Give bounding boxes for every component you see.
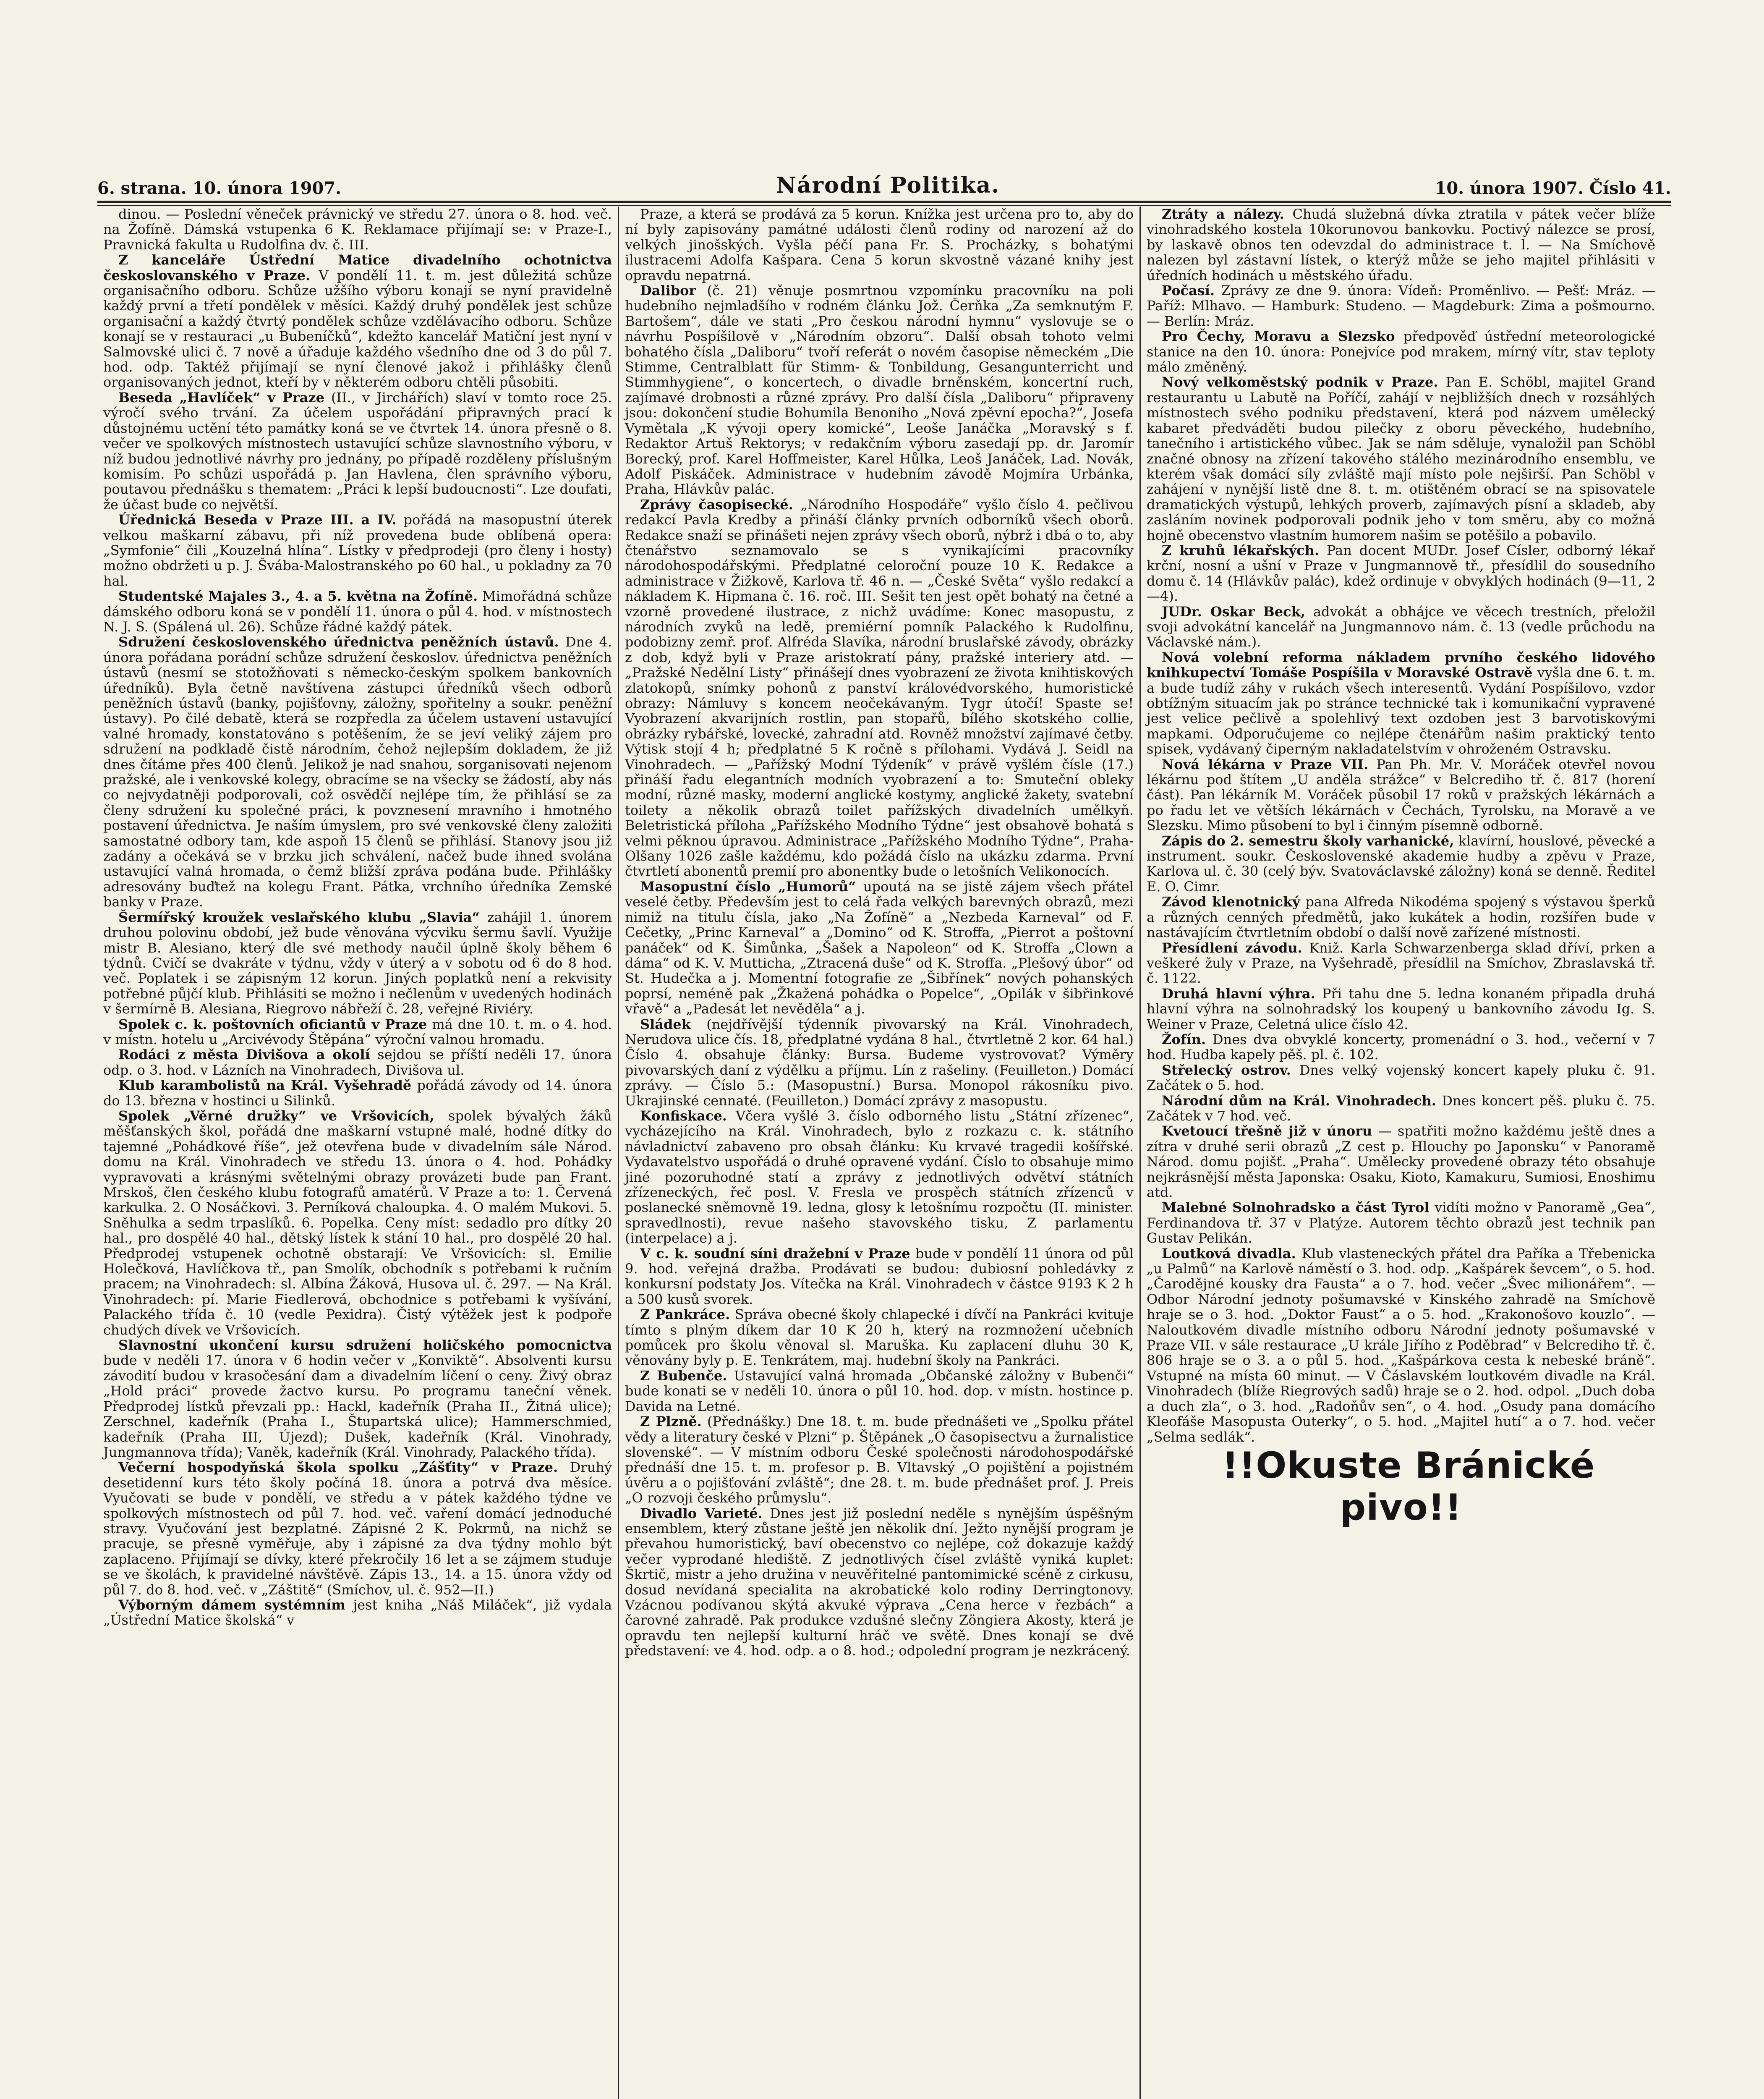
article-text: Ustavující valná hromada „Občanské záložny v Bubenči“ bude konati se v neděli 10. února o půl 10. hod. dop. v místn. hostince p. Davida na Letné. (625, 1367, 1134, 1414)
article-paragraph (1147, 833, 1655, 895)
article-paragraph (625, 1506, 1134, 1659)
article-heading: Nový velkoměstský podnik v Praze. (1162, 374, 1438, 390)
article-paragraph (1147, 940, 1655, 986)
article-paragraph (1147, 757, 1655, 833)
article-text: Zprávy ze dne 9. února: Vídeň: Proměnlivo. — Pešť: Mráz. — Paříž: Mlhavo. — Hamburk: Studeno. — Magdeburk: Zima a pošmourno. — Berlín: Mráz. (1147, 283, 1656, 329)
article-paragraph (103, 910, 612, 1017)
article-text: Dnes koncert pěš. pluku č. 75. Začátek v 7 hod. več. (1147, 1092, 1656, 1124)
article-heading: Malebné Solnohradsko a část Tyrol (1162, 1199, 1429, 1216)
article-text: předpověď ústřední meteorologické stanice na den 10. února: Ponejvíce pod mrakem, mírný vítr, stav teploty málo změněný. (1147, 328, 1656, 375)
article-paragraph (1147, 986, 1655, 1032)
article-text: „Národního Hospodáře“ vyšlo číslo 4. pečlivou redakcí Pavla Kredby a přináší články prvních odborníků všech oborů. Redakce snaží se přinášeti nejen zprávy všech oborů, nýbrž i dbá o to, aby čtenářstvo seznamovalo se s vynikajícími pracovníky národohospodářskými. Předplatné celoroční pouze 10 K. Redakce a administrace v Žižkově, Karlova tř. 46 n. — „České Světa“ vyšlo redakcí a nákladem K. Hipmana č. 16. roč. III. Sešit ten jest opět bohatý na četné a vzorně provedené ilustrace, z nichž uvádíme: Konec masopustu, z národních zvyků na ledě, premiérní pomník Palackého k Rudolfinu, podobizny zemř. prof. Alfréda Slavíka, národní bruslařské závody, obrázky z dob, když byli v Praze aristokratí pány, pražské interiery atd. — „Pražské Nedělní Listy“ přinášejí dnes vyobrazení ze života knihtiskových zlatokopů, snímky pohonů z panství královédvorského, humoristické obrazy: Námluvy s koncem neočekávaným. Tygr útočí! Spaste se! Vyobrazení akvarijních rostlin, pan stopařů, bílého skotského collie, obrázky rybářské, lovecké, zahradní atd. Rovněž množství zajímavé četby. Výtisk stojí 4 h; předplatné 5 K ročně s přílohami. Vydává J. Seidl na Vinohradech. — „Pařížský Modní Týdeník“ v právě vyšlém čísle (17.) přináší řadu elegantních modních vyobrazení a to: Smuteční obleky modní, různé masky, moderní anglické kostymy, anglické žakety, svatební toilety a několik obrazů toilet pařížských divadelních umělkyň. Beletristická příloha „Pařížského Modního Týdne“ jest obsahově bohatá s velmi pěknou úpravou. Administrace „Pařížského Modního Týdne“, Praha-Olšany 1026 zašle každému, kdo požádá číslo na ukázku zdarma. První čtvrtletí abonentů premií pro abonentky bude o letošních Velikonocích. (625, 496, 1134, 879)
article-heading: Sládek (640, 1016, 691, 1032)
article-text: pana Alfreda Nikodéma spojený s výstavou šperků a různých cenných předmětů, jako kukátek a hodin, rozšířen bude v nastávajícím čtvrtletním období o další nově zařízené místnosti. (1147, 894, 1656, 941)
article-text: — spatřiti možno každému ještě dnes a zítra v druhé serii obrazů „Z cest p. Hlouchy po Japonsku“ v Panoramě Národ. domu pojišť. „Praha“. Umělecky provedené obrazy této obsahuje nejkrásnější města Japonska: Osaku, Kioto, Kamakuru, Sumiosi, Enoshimu atd. (1147, 1123, 1656, 1200)
article-text: (č. 21) věnuje posmrtnou vzpomínku pracovníku na poli hudebního nejmladšího v rodném článku Jož. Čerňka „Za semknutým F. Bartošem“, dále ve stati „Pro českou národní hymnu“ vyslovuje se o návrhu Pospíšilově v „Národním obzoru“. Další obsah tohoto velmi bohatého čísla „Daliboru“ tvoří referát o novém časopise německém „Die Stimme, Centralblatt für Stimm- & Tonbildung, Gesangunterricht und Stimmhygiene“, o koncertech, o divadle brněnském, koncertní ruch, zajímavé drobnosti a různé zprávy. Pro další čísla „Daliboru“ připraveny jsou: dokončení studie Bohumila Benoniho „Nová zpěvní epocha?“, Josefa Vymětala „K vývoji opery komické“, Leoše Janáčka „Moravský s f. Redaktor Artuš Rektorys; v redakčním výboru zasedají pp. dr. Jaromír Borecký, prof. Karel Hoffmeister, Karel Hůlka, Leoš Janáček, Lad. Novák, Adolf Piskáček. Administrace v hudebním závodě Mojmíra Urbánka, Praha, Hlávkův palác. (625, 283, 1134, 497)
article-heading: Loutková divadla. (1162, 1245, 1296, 1261)
article-heading: Výborným dámem systémním (118, 1596, 346, 1613)
column-3 (1141, 207, 1661, 2099)
article-paragraph (1147, 374, 1655, 542)
header-right: 10. února 1907. Číslo 41. (1435, 178, 1671, 198)
article-text: Při tahu dne 5. ledna konaném připadla druhá hlavní výhra na solnohradský los koupený u bankovního závodu Ig. S. Weiner v Praze, Celetná ulice číslo 42. (1147, 985, 1656, 1032)
article-text: Pan docent MUDr. Josef Císler, odborný lékař krční, nosní a ušní v Praze v Jungmannově tř., přesídlil do sousedního domu č. 14 (Hlávkův palác), kdež ordinuje v obvyklých hodinách (9—11, 2—4). (1147, 542, 1656, 605)
page-header (97, 173, 1671, 198)
article-text: Pan Ph. Mr. V. Moráček otevřel novou lékárnu pod štítem „U anděla strážce“ v Belcrediho tř. č. 817 (horení část). Pan lékárník M. Voráček působil 17 roků v pražských lékárnách a po řadu let ve větších lékárnách v Čechách, Tyrolsku, na Moravě a ve Slezsku. Mimo působení to byl i činným písemně odborně. (1147, 756, 1656, 834)
article-text: klavírní, houslové, pěvecké a instrument. soukr. Československé akademie hudby a zpěvu v Praze, Karlova ul. č. 30 (celý býv. Svatováclavské záložny) koná se denně. Ředitel E. O. Cimr. (1147, 832, 1656, 895)
article-paragraph (1147, 1123, 1655, 1200)
article-text: pořádá na masopustní úterek velkou maškarní zábavu, při níž provedena bude oblíbená opera: „Symfonie“ čili „Kouzelná hlína“. Lístky v předprodeji (pro členy i hosty) možno obdržeti u p. J. Švába-Malostranského po 60 hal., u pokladny za 70 hal. (103, 512, 612, 589)
article-paragraph (103, 252, 612, 390)
column-1 (97, 207, 618, 2099)
article-heading: Klub karambolistů na Král. Vyšehradě (118, 1077, 412, 1094)
article-heading: Z Pankráce. (640, 1306, 730, 1323)
article-paragraph (103, 1337, 612, 1460)
article-paragraph (103, 634, 612, 909)
article-paragraph (625, 1246, 1134, 1307)
article-paragraph (625, 1017, 1134, 1108)
article-heading: Zápis do 2. semestru školy varhanické, (1162, 832, 1454, 849)
article-paragraph (625, 1368, 1134, 1414)
article-text: Kniž. Karla Schwarzenberga sklad dříví, prken a veškeré žuly v Praze, na Vyšehradě, přesídlil na Smíchov, Zbraslavská tř. č. 1122. (1147, 940, 1656, 987)
article-text: Chudá služebná dívka ztratila v pátek večer blíže vinohradského kostela 10korunovou bankovku. Poctivý nálezce se prosí, by laskavě obnos ten odevzdal do administrace t. l. — Na Smíchově nalezen byl zástavní lístek, o kterýž může se jeho majitel přihlásiti v úředních hodinách u městského úřadu. (1147, 207, 1656, 283)
article-text: Dnes velký vojenský koncert kapely pluku č. 91. Začátek o 5. hod. (1147, 1062, 1656, 1094)
article-paragraph (103, 589, 612, 634)
article-text: vyšla dne 6. t. m. a bude tudíž záhy v rukách všech interesentů. Vydání Pospíšilovo, vzdor obtížným situacím jak po stránce technické tak i komunikační vypravené jest velice pečlivě a spolehlivý text ozdoben jest 3 barvotiskovými mapkami. Odporučujeme co nejlépe čtenářům našim praktický tento spisek, vydávaný čiperným nakladatelstvím v ohroženém Ostravsku. (1147, 665, 1656, 757)
article-heading: Počasí. (1162, 283, 1215, 299)
article-heading: Nová volební reforma nákladem prvního českého lidového knihkupectví Tomáše Pospíšila v Moravské Ostravě (1147, 649, 1655, 681)
article-heading: Závod klenotnický (1162, 894, 1300, 910)
article-heading: Rodáci z města Divišova a okolí (118, 1047, 370, 1063)
article-heading: Druhá hlavní výhra. (1162, 985, 1315, 1002)
article-text: dinou. — Poslední věneček právnický ve středu 27. února o 8. hod. več. na Žofíně. Dámská vstupenka 6 K. Reklamace přijímají se: v Praze-I., Pravnická fakulta u Rudolfina dv. č. III. (103, 207, 612, 253)
article-heading: Sdružení československého úřednictva peněžních ústavů. (118, 634, 559, 650)
article-heading: Konfiskace. (640, 1107, 727, 1124)
article-heading: Z Bubenče. (640, 1367, 727, 1384)
article-heading: Kvetoucí třešně již v únoru (1162, 1123, 1372, 1139)
article-heading: Národní dům na Král. Vinohradech. (1162, 1092, 1436, 1109)
article-paragraph (1147, 650, 1655, 757)
article-heading: Úřednická Beseda v Praze III. a IV. (118, 512, 397, 528)
article-paragraph (103, 390, 612, 512)
article-text: (Přednášky.) Dne 18. t. m. bude přednášeti ve „Spolku přátel vědy a literatury české v Plzni“ p. Štěpánek „O časopisectvu a žurnalistice slovenské“. — V místním odboru České společnosti národohospodářské přednáší dne 15. t. m. profesor p. B. Vltavský „O pojištění a pojistném úvěru a o pojišťování zvláště“; dne 28. t. m. bude přednášet prof. J. Preis „O rozvoji českého průmyslu“. (625, 1413, 1134, 1506)
article-paragraph (625, 497, 1134, 879)
masthead-title: Národní Politika. (776, 173, 1000, 198)
article-text: Dnes dva obvyklé koncerty, promenádní o 3. hod., večerní v 7 hod. Hudba kapely pěš. pl. č. 102. (1147, 1031, 1656, 1063)
columns (97, 207, 1671, 2099)
article-text: Včera vyšlé 3. číslo odborného listu „Státní zřízenec“, vycházejícího na Král. Vinohradech, bylo z rozkazu c. k. státního návladnictví zabaveno pro obsah článku: Ku krvavé tragedii košířské. Vydavatelstvo uspořádá o druhé opravené vydání. Číslo to obsahuje mimo jiné pozoruhodné statí a zprávy z jednotlivých odvětví státních zřízeneckých, řeč posl. V. Fresla ve prospěch státních zřízenců v poslanecké sněmovně 19. ledna, glosy k letošnímu rozpočtu (II. minister. spravedlnosti), revue našeho stavovského tisku, Z parlamentu (interpelace) a j. (625, 1107, 1134, 1246)
article-paragraph (1147, 207, 1655, 283)
article-paragraph (1147, 604, 1655, 650)
article-heading: JUDr. Oskar Beck, (1162, 603, 1305, 620)
article-text: Správa obecné školy chlapecké i dívčí na Pankráci kvituje tímto s plným díkem dar 10 K 20 h, který na rozmnožení učebních pomůcek pro školu věnoval sl. Maruška. Ku zaplacení dluhu 30 K, věnovány byly p. E. Tenkrátem, maj. hudební školy na Pankráci. (625, 1306, 1134, 1369)
article-paragraph (1147, 1246, 1655, 1445)
article-heading: Divadlo Varieté. (640, 1505, 763, 1521)
article-text: Klub vlasteneckých přátel dra Paříka a Třebenicka „u Palmů“ na Karlově náměstí o 3. hod. odp. „Kašpárek ševcem“, o 5. hod. „Čarodějné kousky dra Fausta“ a o 7. hod. večer „Švec milionářem“. — Odbor Národní jednoty pošumavské v Kinského zahradě na Smíchově hraje se o 3. hod. „Doktor Faust“ a o 5. hod. „Krakonošovo kouzlo“. — Naloutkovém divadle místního odboru Národní jednoty pošumavské v Praze VII. v sále restaurace „U krále Jiřího z Poděbrad“ v Belcrediho tř. č. 806 hraje se o 3. a o půl 5. hod. „Kašpárkova cesta k nebeské bráně“. Vstupné na místa 60 minut. — V Čáslavském loutkovém divadle na Král. Vinohradech (blíže Riegrových sadů) hraje se o 2. hod. odpol. „Duch doba a duch zla“, o 3. hod. „Radoňův sen“, o 4. hod. „Osudy pana domácího Kleofáše Masopusta Outerky“, o 5. hod. „Majitel hutí“ a o 7. hod. večer „Selma sedlák“. (1147, 1245, 1656, 1445)
article-text: advokát a obhájce ve věcech trestních, přeložil svoji advokátní kancelář na Jungmannovo nám. č. 13 (vedle průchodu na Václavské nám.). (1147, 603, 1656, 650)
article-heading: Spolek „Věrné družky“ ve Vršovicích, (118, 1107, 434, 1124)
article-text: vidíti možno v Panoramě „Gea“, Ferdinandova tř. 37 v Platýze. Autorem těchto obrazů jest technik pan Gustav Pelikán. (1147, 1199, 1656, 1246)
article-heading: Žofín. (1162, 1031, 1206, 1047)
article-heading: Přesídlení závodu. (1162, 940, 1302, 956)
article-heading: Z Plzně. (640, 1413, 702, 1430)
article-heading: Z kruhů lékařských. (1162, 542, 1320, 558)
article-text: Pan E. Schöbl, majitel Grand restaurantu u Labutě na Poříčí, zahájí v nejbližších dnech v rozsáhlých místnostech svého podniku představení, která pod názvem umělecký kabaret předváděti budou pilečky z oboru pěveckého, hudebního, tanečního i artistického vůbec. Jak se nám sděluje, vynaložil pan Schöbl značné obnosy na zřízení takového stálého mezinárodního ensemblu, ve kterém však domácí síly zvláště mají místo pole nejširší. Pan Schöbl v zahájení v nynější listě dne 8. t. m. otištěném obrací se na spisovatele dramatických výstupů, lehkých proverb, zajímavých písní a skladeb, aby zasláním novinek podporovali podnik jeho v tom směru, aby co možná hojně obecenstvo vlastním humorem našim se potěšilo a pobavilo. (1147, 374, 1656, 543)
article-paragraph (1147, 1063, 1655, 1093)
article-text: má dne 10. t. m. o 4. hod. v místn. hotelu u „Arcivévody Štěpána“ výroční valnou hromadu. (103, 1016, 612, 1047)
article-paragraph (103, 512, 612, 589)
article-text: upoutá na se jistě zájem všech přátel veselé četby. Především jest to celá řada velkých barevných obrazů, mezi nimiž na titulu čísla, jako „Na Žofíně“ a „Nezbeda Karneval“ od F. Cečetky, „Princ Karneval“ a „Domino“ od K. Stroffa, „Pierrot a poštovní panáček“ od K. Šimůnka, „Šašek a Napoleon“ od K. Stroffa „Clown a dáma“ od K. V. Mutticha, „Ztracená duše“ od K. Stroffa. „Plešový úbor“ od St. Hudečka a j. Momentní fotografie ze „Šibřínek“ nových pohanských poprsí, neméně pak „Žkažená pohádka o Popelce“, „Opilák v šibřinkové vřavě“ a „Padesát let nevěděla“ a j. (625, 878, 1134, 1017)
article-text: spolek bývalých žáků měšťanských škol, pořádá dne maškarní vstupné malé, hodné dítky do tajemné „Pohádkové říše“, jež otevřena bude v divadelním sále Národ. domu na Král. Vinohradech ve středu 13. února o 4. hod. Pohádky vypravovati a krásnými světelnými obrazy provázeti bude pan Frant. Mrskoš, člen českého klubu fotografů amatérů. V Praze a to: 1. Červená karkulka. 2. O Nosáčkovi. 3. Perníková chaloupka. 4. O malém Mukovi. 5. Sněhulka a sedm trpaslíků. 6. Popelka. Ceny míst: sedadlo pro dítky 20 hal., pro dospělé 40 hal., dětský lístek k stání 10 hal., pro dospělé 20 hal. Předprodej vstupenek ochotně obstarají: Ve Vršovicích: sl. Emilie Holečková, Havlíčkova tř., pan Smolík, obchodník s potřebami k ručním pracem; na Vinohradech: sl. Albína Žáková, Husova ul. č. 297. — Na Král. Vinohradech: pí. Marie Fiedlerová, obchodnice s potřebami k vyšívání, Palackého třída č. 10 (vedle Pexidra). Čistý výtěžek jest k podpoře chudých dívek ve Vršovicích. (103, 1107, 612, 1338)
article-heading: Studentské Majales 3., 4. a 5. května na Žofíně. (118, 588, 478, 605)
article-text: Dnes jest již poslední neděle s nynějším úspěšným ensemblem, který zůstane ještě jen několik dní. Ježto nynější program je převahou humoristický, baví obecenstvo co nejlépe, což dokazuje každý večer vyprodané hlediště. Z jednotlivých čísel zvláště vyniká kuplet: Škrtič, mistr a jeho družina v neuvěřitelné pantomimické scéně z cirkusu, dosud nevídaná specialita na akrobatické kolo rodiny Derringtonovy. Vzácnou podívanou skýtá akvuké výprava „Cena herce v řezbách“ a čarovné zahradě. Pak produkce vzdušné slečny Zöngiera Akosty, která je opravdu ten nejlepší kulturní hráč ve světě. Dnes konají se dvě představení: ve 4. hod. odp. a o 8. hod.; odpolední program je nezkrácený. (625, 1505, 1134, 1659)
article-heading: Ztráty a nálezy. (1162, 207, 1284, 222)
article-heading: Večerní hospodyňská škola spolku „Zášťity“ v Praze. (118, 1459, 558, 1476)
article-text: sejdou se příští neděli 17. února odp. o 3. hod. v Lázních na Vinohradech, Divišova ul. (103, 1047, 612, 1078)
article-heading: Slavnostní ukončení kursu sdružení holičského pomocnictva (118, 1337, 612, 1353)
article-text: V pondělí 11. t. m. jest důležitá schůze organisačního odboru. Schůze užšího výboru konají se nyní pravidelně každý první a třetí pondělek v měsíci. Každý druhý pondělek jest schůze organisační a každý čtvrtý pondělek schůze vzdělávacího odboru. Schůze konají se v restauraci „u Bubeníčků“, kdežto kancelář Matiční jest nyní v Salmovské ulici č. 7 nově a úřaduje každého všedního dne od 3 do půl 7. hod. odp. Taktéž přijímají se nyní členové jakož i přihlášky členů organisovaných jednot, kteří by v některém odboru chtěli působiti. (103, 267, 612, 390)
article-paragraph (1147, 1093, 1655, 1124)
article-paragraph (103, 1597, 612, 1628)
beer-advertisement: !!Okuste Bránické pivo!! (1222, 1444, 1595, 1528)
article-paragraph (103, 1047, 612, 1078)
article-paragraph (625, 207, 1134, 283)
article-text: Praze, a která se prodává za 5 korun. Knížka jest určena pro to, aby do ní byly zapisovány památné události členů rodiny od narození až do velkých jinošských. Vyšla péčí pana Fr. S. Procházky, s bohatými ilustracemi Adolfa Kašpara. Cena 5 korun skvostně vázané knihy jest opravdu nepatrná. (625, 207, 1134, 283)
article-paragraph (1147, 329, 1655, 374)
article-text: pořádá závody od 14. února do 13. března v hostinci u Silinků. (103, 1077, 612, 1109)
article-heading: Beseda „Havlíček“ v Praze (118, 389, 325, 406)
article-text: bude v neděli 17. února v 6 hodin večer v „Konviktě“. Absolventi kursu závodití budou v krasočesání dam a divadelním líčení o ceny. Živý obraz „Hold práci“ provede žactvo kursu. Po programu taneční věnek. Předprodej lístků převzali pp.: Hackl, kadeřník (Praha II., Žitná ulice); Zerschnel, kadeřník (Praha I., Štupartská ulice); Hammerschmied, kadeřník (Praha III, Újezd); Dušek, kadeřník (Král. Vinohrady, Jungmannova třída); Vaněk, kadeřník (Král. Vinohrady, Palackého třída). (103, 1352, 612, 1460)
article-heading: Spolek c. k. poštovních oficiantů v Praze (118, 1016, 427, 1032)
header-rule (97, 201, 1671, 206)
article-paragraph (1147, 283, 1655, 329)
article-text: bude v pondělí 11 února od půl 9. hod. veřejná dražba. Prodávati se budou: dubiosní pohledávky z konkursní podstaty Jos. Vítečka na Král. Vinohradech v částce 9193 K 2 h a 500 kusů svorek. (625, 1245, 1134, 1307)
article-heading: Masopustní číslo „Humorů“ (640, 878, 856, 895)
article-text: Druhý desetidenní kurs této školy počíná 18. února a potrvá dva měsíce. Vyučovati se bude v pondělí, ve středu a v pátek každého týdne ve spolkových místnostech od půl 7. hod. več. vaření domácí jednoduché stravy. Vyučování jest bezplatné. Zápisné 2 K. Pokrmů, na nichž se pracuje, se přesně vyměřuje, aby i zápisné za dva týdny mohlo být zaplaceno. Přijímají se dívky, které překročily 16 let a se zájmem studuje se ve školách, k pravidelné návštěvě. Zápis 13., 14. a 15. února vždy od půl 7. do 8. hod. več. v „Záštitě“ (Smíchov, ul. č. 952—II.) (103, 1459, 612, 1598)
column-2 (619, 207, 1139, 2099)
article-heading: Pro Čechy, Moravu a Slezsko (1162, 328, 1395, 345)
article-text: zahájil 1. únorem druhou polovinu období, jež bude věnována výcviku šermu šavlí. Využije mistr B. Alesiano, který dle své methody naučil úplně školy během 6 týdnů. Cvičí se dvakráte v týdnu, vždy v úterý a v sobotu od 6 do 8 hod. več. Poplatek i se zápisným 12 korun. Jiných poplatků není a rekvisity potřebné půjčí klub. Přihlásiti se možno i nečlenům v uvedených hodinách v šermírně B. Alesiana, Riegrovo nábřeží č. 28, veřejné Riviéry. (103, 909, 612, 1017)
article-heading: Dalibor (640, 283, 696, 299)
article-text: Mimořádná schůze dámského odboru koná se v pondělí 11. února o půl 4. hod. v místnostech N. J. S. (Spálená ul. 26). Schůze řádné každý pátek. (103, 588, 612, 635)
article-heading: Nová lékárna v Praze VII. (1162, 756, 1369, 772)
article-paragraph (625, 879, 1134, 1017)
article-paragraph (625, 1307, 1134, 1368)
article-heading: Z kanceláře Ústřední Matice divadelního ochotnictva českoslovanského v Praze. (103, 252, 612, 283)
article-paragraph (625, 1108, 1134, 1246)
article-paragraph (103, 1017, 612, 1047)
article-heading: Střelecký ostrov. (1162, 1062, 1291, 1078)
article-paragraph (625, 1414, 1134, 1505)
article-heading: Šermířský kroužek veslařského klubu „Slavia“ (118, 909, 480, 925)
article-paragraph (625, 283, 1134, 497)
article-heading: V c. k. soudní síni dražební v Praze (640, 1245, 910, 1261)
header-left: 6. strana. 10. února 1907. (97, 178, 342, 198)
article-paragraph (1147, 543, 1655, 604)
article-text: (II., v Jirchářích) slaví v tomto roce 25. výročí svého trvání. Za účelem uspořádání připravných prací k důstojnému uctění této památky koná se ve čtvrtek 14. února přesně o 8. večer ve spolkových místnostech ustavující schůze slavnostního výboru, v níž budou jednotlivé návrhy pro jednány, po případě rozděleny příslušným komisím. Po schůzi uspořádá p. Jan Havlena, člen správního výboru, poutavou přednášku s thematem: „Práci k lepší budoucnosti“. Lze doufati, že účast bude co největší. (103, 389, 612, 513)
article-paragraph (1147, 894, 1655, 940)
article-text: Dne 4. února pořádana porádní schůze sdružení českoslov. úřednictva peněžních ústavů (nesmí se stotožňovati s německo-českým spolkem bankovních úředníků). Byla četně navštívena zástupci úředníků všech odborů peněžních ústavů (banky, pojišťovny, záložny, spořitelny a soukr. peněžní ústavy). Po čilé debatě, která se rozpředla za účelem ustavení ustavující valné hromady, konstatováno s potěšením, že se jeví veliký zájem pro sdružení na podkladě čistě národním, čehož nejlepším dokladem, že již dnes čítáme přes 400 členů. Jelikož je nad snahou, sorganisovati nejenom pražské, ale i venkovské kolegy, obracíme se na všecky se žádostí, aby nás co nejvydatněji podporovali, což osvědčí nejlépe tím, že přihlásí se za členy sdružení ku společné práci, k povznesení mravního i hmotného postavení úřednictva. Je naším úmyslem, pro své venkovské členy založiti samostatné odbory tam, kde aspoň 15 členů se přihlásí. Stanovy jsou již zadány a očekává se v brzku jich schválení, načež bude ihned svolána ustavující valná hromada, o čemž bližší zpráva podána bude. Přihlášky adresovány buďtež na kolegu Frant. Pátka, vrchního úředníka Zemské banky v Praze. (103, 634, 612, 910)
article-heading: Zprávy časopisecké. (640, 496, 793, 513)
article-text: (nejdřívější týdenník pivovarský na Král. Vinohradech, Nerudova ulice čís. 18, předplatné vydána 8 hal., čtvrtletně 2 kor. 64 hal.) Číslo 4. obsahuje články: Bursa. Budeme vystrovovat? Výměry pivovarských daní z výdělku a příjmu. Lín z rašeliny. (Feuilleton.) Domácí zprávy. — Číslo 5.: (Masopustní.) Bursa. Monopol rákosníku pivo. Ukrajinské cennaté. (Feuilleton.) Domácí zprávy z masopustu. (625, 1016, 1134, 1109)
article-paragraph (1147, 1032, 1655, 1063)
article-paragraph (103, 1078, 612, 1108)
article-paragraph (103, 207, 612, 252)
article-paragraph (103, 1108, 612, 1337)
article-text: jest kniha „Náš Miláček“, již vydala „Ústřední Matice školská“ v (103, 1596, 612, 1628)
article-paragraph (1147, 1200, 1655, 1246)
article-paragraph (103, 1460, 612, 1597)
